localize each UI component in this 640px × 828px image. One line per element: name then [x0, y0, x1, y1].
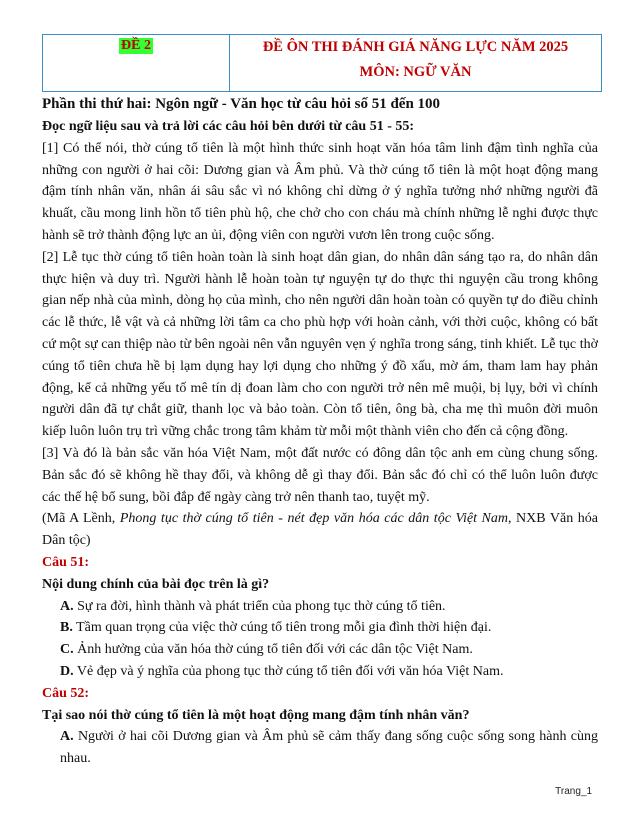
option-text: Sự ra đời, hình thành và phát triển của phong tục thờ cúng tổ tiên.: [77, 598, 446, 614]
option-letter: A.: [60, 729, 74, 745]
exam-title: ĐỀ ÔN THI ĐÁNH GIÁ NĂNG LỰC NĂM 2025: [262, 39, 569, 55]
question-51-label: Câu 51:: [42, 554, 90, 570]
option-letter: C.: [60, 642, 74, 658]
question-51-option-c: [42, 639, 598, 661]
exam-label-cell: [43, 35, 230, 92]
question-51-text: Nội dung chính của bài đọc trên là gì?: [42, 576, 270, 592]
passage-source: [42, 508, 598, 552]
passage-paragraph-3: [3] Và đó là bản sắc văn hóa Việt Nam, một đất nước có đông dân tộc anh em cùng chung sống. Bản sắc đó sẽ không hề thay đổi, và không dễ gì thay đổi. Bản sắc đó chỉ có thể luôn luôn được các thế hệ bổ sung, bồi đắp để ngày càng trở nên thanh tao, tuyệt mỹ.: [42, 445, 598, 505]
source-work-title: Phong tục thờ cúng tổ tiên - nét đẹp văn hóa các dân tộc Việt Nam: [119, 511, 508, 527]
passage-paragraph-1: [1] Có thể nói, thờ cúng tổ tiên là một hình thức sinh hoạt văn hóa tâm linh đậm tình nghĩa của những con người ở hai cõi: Dương gian và Âm phủ. Và thờ cúng tổ tiên là một hoạt động mang đậm tính nhân văn, nhân ái sâu sắc vì nó không chỉ dừng ở ý nghĩa tưởng nhớ những người đã khuất, cầu mong linh hồn tổ tiên phù hộ, che chở cho con cháu mà chính những lễ nghi được thực hành sẽ trở thành động lực an ủi, động viên con người vươn lên trong cuộc sống.: [42, 140, 598, 243]
question-51-option-a: [42, 596, 598, 618]
source-publisher: , NXB Văn hóa Dân tộc): [42, 511, 599, 549]
exam-title-cell: [230, 35, 602, 92]
question-52-option-a: [42, 726, 598, 770]
section-heading: Phần thi thứ hai: Ngôn ngữ - Văn học từ câu hỏi số 51 đến 100: [42, 96, 441, 112]
option-letter: B.: [60, 620, 73, 636]
option-text: Tầm quan trọng của việc thờ cúng tổ tiên trong mỗi gia đình thời hiện đại.: [76, 620, 492, 636]
page-number: Trang_1: [555, 786, 592, 797]
exam-header-table: [42, 34, 602, 92]
option-text: Người ở hai cõi Dương gian và Âm phủ sẽ cảm thấy đang sống cuộc sống song hành cùng nhau.: [60, 729, 598, 767]
option-text: Ảnh hưởng của văn hóa thờ cúng tổ tiên đối với các dân tộc Việt Nam.: [77, 642, 473, 658]
option-text: Vẻ đẹp và ý nghĩa của phong tục thờ cúng tổ tiên đối với văn hóa Việt Nam.: [76, 663, 504, 679]
source-author: (Mã A Lềnh,: [42, 511, 120, 527]
subject-title: MÔN: NGỮ VĂN: [359, 64, 472, 80]
question-52-label: Câu 52:: [42, 685, 90, 701]
question-52-text: Tại sao nói thờ cúng tổ tiên là một hoạt động mang đậm tính nhân văn?: [42, 707, 470, 723]
document-body: [42, 93, 598, 770]
question-51-option-d: [42, 661, 598, 683]
reading-instruction: Đọc ngữ liệu sau và trả lời các câu hỏi bên dưới từ câu 51 - 55:: [42, 119, 415, 134]
exam-label: ĐỀ 2: [121, 38, 151, 53]
option-letter: D.: [60, 663, 74, 679]
question-51-option-b: [42, 617, 598, 639]
passage-paragraph-2: [2] Lễ tục thờ cúng tổ tiên hoàn toàn là sinh hoạt dân gian, do nhân dân sáng tạo ra, do nhân dân thực hiện và duy trì. Người hành lễ hoàn toàn tự nguyện tự do thực thi nguyện cầu trong không gian nếp nhà của mình, dòng họ của mình, cho nên người dân hoàn toàn có quyền tự do điều chỉnh các lễ thức, lễ vật và cả những lời tâm ca cho phù hợp với hoàn cảnh, với thời cuộc, không có bất cứ một sự can thiệp nào từ bên ngoài nên vẫn nguyên vẹn ý nghĩa trong sáng, tinh khiết. Lễ tục thờ cúng tổ tiên chưa hề bị lạm dụng hay lợi dụng cho những ý đồ xấu, mờ ám, tham lam hay phản động, kể cả những yếu tố mê tín dị đoan làm cho con người trở nên mê muội, bị lụy, bởi vì chính người dân đã tự chắt giữ, thanh lọc và bảo toàn. Còn tổ tiên, ông bà, cha mẹ thì muôn đời muôn kiếp luôn luôn trụ trì vững chắc trong tâm khảm từ mỗi một thành viên cho đến cả cộng đồng.: [42, 249, 598, 440]
option-letter: A.: [60, 598, 74, 614]
